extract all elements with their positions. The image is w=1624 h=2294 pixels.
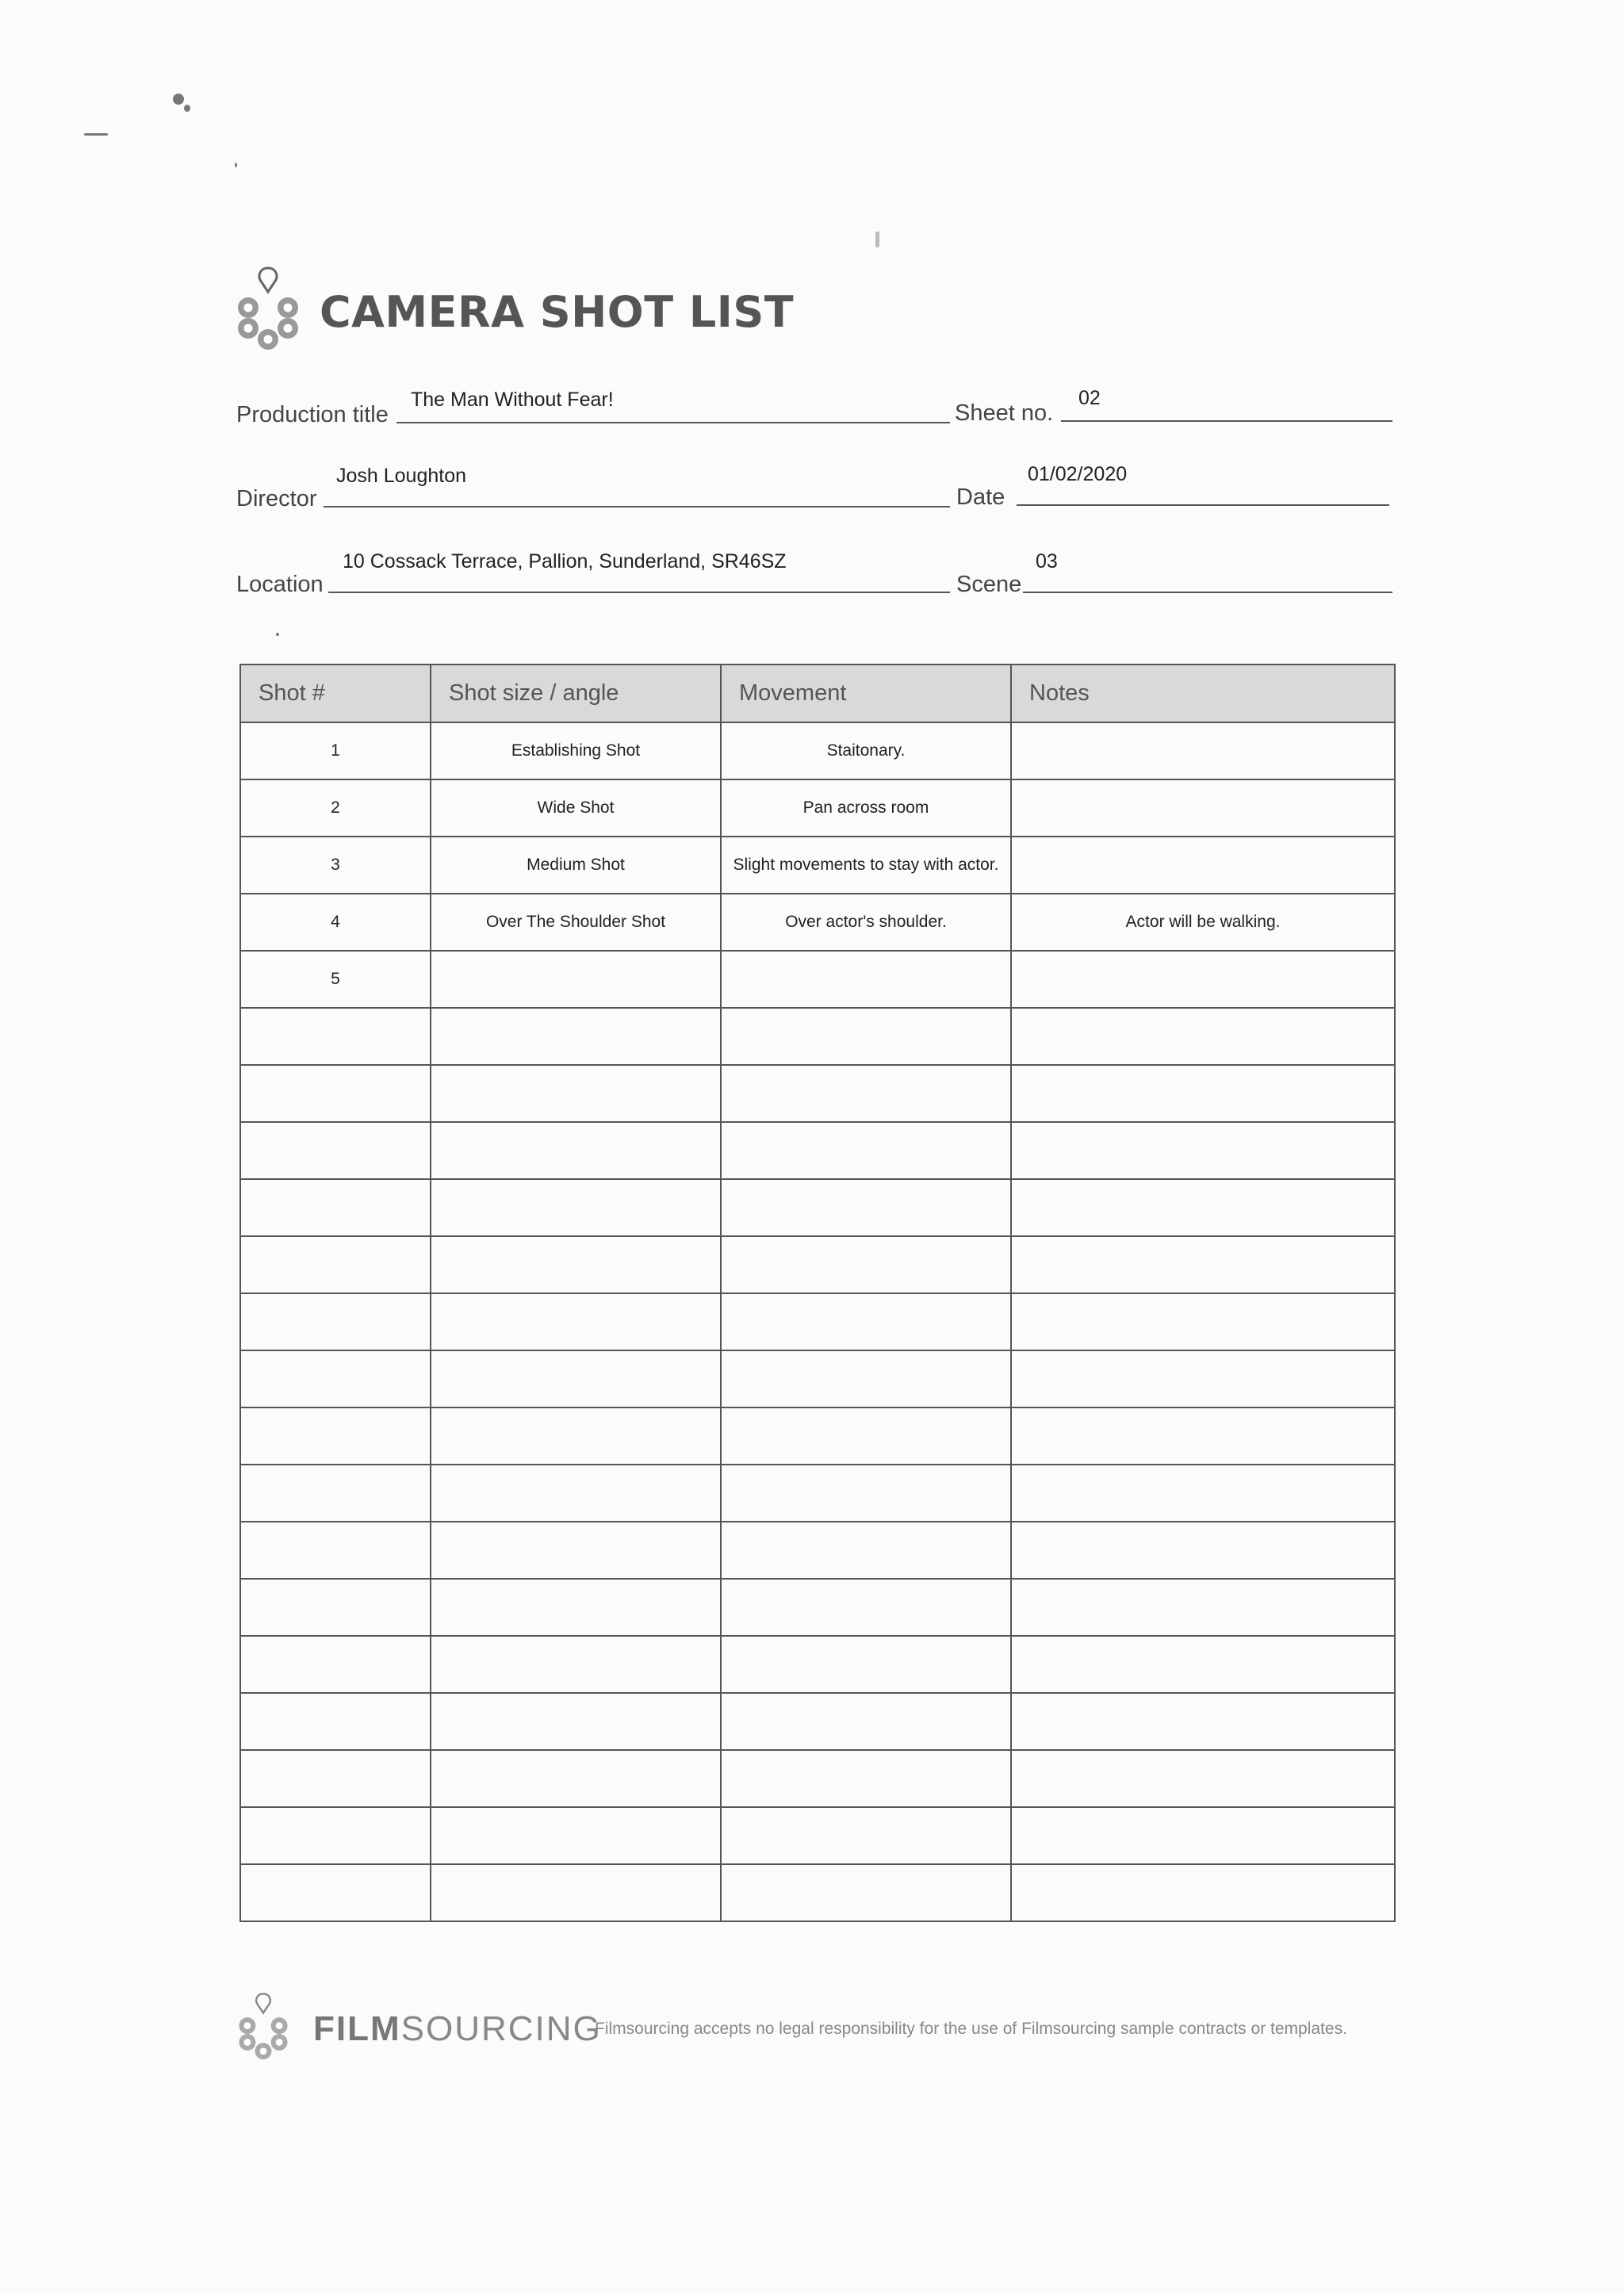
filmsourcing-footer-logo-icon bbox=[236, 1989, 291, 2060]
cell-shot-size[interactable] bbox=[431, 1179, 721, 1236]
production-title-field[interactable] bbox=[236, 389, 950, 428]
table-row bbox=[240, 1693, 1395, 1750]
column-header-shot-number: Shot # bbox=[240, 664, 431, 722]
table-row bbox=[240, 1407, 1395, 1465]
table-row bbox=[240, 837, 1395, 894]
table-row bbox=[240, 1350, 1395, 1407]
scene-field[interactable] bbox=[956, 550, 1392, 598]
cell-shot-size[interactable] bbox=[431, 1693, 721, 1750]
cell-shot-number[interactable]: 1 bbox=[240, 722, 431, 779]
cell-movement[interactable]: Slight movements to stay with actor. bbox=[721, 837, 1011, 894]
cell-shot-size[interactable]: Over The Shoulder Shot bbox=[431, 894, 721, 951]
cell-notes[interactable] bbox=[1011, 1008, 1395, 1065]
cell-notes[interactable]: Actor will be walking. bbox=[1011, 894, 1395, 951]
location-value: 10 Cossack Terrace, Pallion, Sunderland, SR46SZ bbox=[343, 550, 787, 573]
cell-shot-number[interactable] bbox=[240, 1693, 431, 1750]
cell-shot-size[interactable] bbox=[431, 1350, 721, 1407]
cell-notes[interactable] bbox=[1011, 1636, 1395, 1693]
cell-shot-number[interactable] bbox=[240, 1750, 431, 1807]
table-row bbox=[240, 894, 1395, 951]
cell-shot-number[interactable] bbox=[240, 1864, 431, 1921]
cell-shot-size[interactable] bbox=[431, 1293, 721, 1350]
cell-movement[interactable] bbox=[721, 1579, 1011, 1636]
cell-notes[interactable] bbox=[1011, 1864, 1395, 1921]
table-row bbox=[240, 779, 1395, 837]
shot-list-table bbox=[239, 664, 1396, 1922]
cell-shot-number[interactable] bbox=[240, 1236, 431, 1293]
cell-notes[interactable] bbox=[1011, 951, 1395, 1008]
scan-speck bbox=[184, 105, 190, 112]
filmsourcing-logo-icon bbox=[234, 262, 302, 350]
production-title-label: Production title bbox=[236, 402, 389, 427]
cell-notes[interactable] bbox=[1011, 837, 1395, 894]
cell-notes[interactable] bbox=[1011, 1236, 1395, 1293]
column-header-notes: Notes bbox=[1011, 664, 1395, 722]
cell-notes[interactable] bbox=[1011, 1350, 1395, 1407]
cell-notes[interactable] bbox=[1011, 1293, 1395, 1350]
footer-disclaimer: Filmsourcing accepts no legal responsibility for the use of Filmsourcing sample contracts or templates. bbox=[595, 2020, 1347, 2038]
production-title-value: The Man Without Fear! bbox=[411, 389, 614, 411]
sheet-no-line bbox=[1061, 420, 1392, 422]
cell-movement[interactable] bbox=[721, 1636, 1011, 1693]
cell-shot-number[interactable] bbox=[240, 1522, 431, 1579]
cell-notes[interactable] bbox=[1011, 1407, 1395, 1465]
scan-speck bbox=[84, 133, 108, 136]
cell-notes[interactable] bbox=[1011, 722, 1395, 779]
location-line bbox=[328, 592, 950, 593]
table-row bbox=[240, 1522, 1395, 1579]
director-line bbox=[324, 506, 950, 507]
cell-shot-size[interactable]: Establishing Shot bbox=[431, 722, 721, 779]
table-row bbox=[240, 1236, 1395, 1293]
cell-movement[interactable] bbox=[721, 1065, 1011, 1122]
cell-shot-number[interactable] bbox=[240, 1008, 431, 1065]
cell-shot-number[interactable] bbox=[240, 1636, 431, 1693]
scan-speck bbox=[875, 232, 879, 247]
director-field[interactable] bbox=[236, 465, 950, 512]
cell-movement[interactable] bbox=[721, 1236, 1011, 1293]
cell-shot-size[interactable] bbox=[431, 1008, 721, 1065]
cell-notes[interactable] bbox=[1011, 1522, 1395, 1579]
cell-shot-number[interactable] bbox=[240, 1065, 431, 1122]
cell-shot-size[interactable] bbox=[431, 1465, 721, 1522]
cell-shot-number[interactable] bbox=[240, 1807, 431, 1864]
cell-movement[interactable]: Pan across room bbox=[721, 779, 1011, 837]
column-header-movement: Movement bbox=[721, 664, 1011, 722]
cell-shot-number[interactable] bbox=[240, 1179, 431, 1236]
director-label: Director bbox=[236, 486, 317, 511]
table-row bbox=[240, 1636, 1395, 1693]
scene-line bbox=[1023, 592, 1392, 593]
table-row bbox=[240, 1750, 1395, 1807]
cell-notes[interactable] bbox=[1011, 1122, 1395, 1179]
scene-label: Scene bbox=[956, 572, 1022, 597]
page-title: CAMERA SHOT LIST bbox=[320, 287, 795, 337]
cell-shot-size[interactable] bbox=[431, 1636, 721, 1693]
cell-shot-number[interactable]: 4 bbox=[240, 894, 431, 951]
cell-shot-number[interactable]: 2 bbox=[240, 779, 431, 837]
production-title-line bbox=[396, 422, 950, 423]
table-row bbox=[240, 1065, 1395, 1122]
date-value: 01/02/2020 bbox=[1028, 463, 1128, 485]
cell-shot-size[interactable] bbox=[431, 1236, 721, 1293]
cell-notes[interactable] bbox=[1011, 1179, 1395, 1236]
date-label: Date bbox=[956, 484, 1005, 510]
table-header-row bbox=[240, 664, 1395, 722]
table-row bbox=[240, 1864, 1395, 1921]
cell-movement[interactable] bbox=[721, 1465, 1011, 1522]
footer-brand-bold: FILM bbox=[313, 2009, 401, 2048]
date-line bbox=[1017, 504, 1389, 506]
cell-shot-number[interactable] bbox=[240, 1465, 431, 1522]
cell-shot-size[interactable] bbox=[431, 951, 721, 1008]
sheet-no-label: Sheet no. bbox=[955, 400, 1054, 426]
date-field[interactable] bbox=[956, 463, 1389, 511]
cell-movement[interactable] bbox=[721, 1807, 1011, 1864]
cell-shot-size[interactable] bbox=[431, 1864, 721, 1921]
cell-notes[interactable] bbox=[1011, 1750, 1395, 1807]
cell-shot-number[interactable]: 3 bbox=[240, 837, 431, 894]
cell-shot-size[interactable] bbox=[431, 1750, 721, 1807]
cell-shot-size[interactable] bbox=[431, 1807, 721, 1864]
scan-speck bbox=[235, 163, 237, 167]
cell-shot-number[interactable] bbox=[240, 1350, 431, 1407]
location-field[interactable] bbox=[236, 550, 950, 598]
cell-notes[interactable] bbox=[1011, 1579, 1395, 1636]
cell-shot-size[interactable]: Wide Shot bbox=[431, 779, 721, 837]
cell-shot-size[interactable] bbox=[431, 1522, 721, 1579]
cell-shot-number[interactable] bbox=[240, 1579, 431, 1636]
cell-shot-size[interactable] bbox=[431, 1065, 721, 1122]
location-label: Location bbox=[236, 572, 324, 597]
table-row bbox=[240, 722, 1395, 779]
cell-movement[interactable] bbox=[721, 1522, 1011, 1579]
cell-shot-size[interactable] bbox=[431, 1579, 721, 1636]
cell-shot-size[interactable] bbox=[431, 1407, 721, 1465]
table-row bbox=[240, 1179, 1395, 1236]
cell-notes[interactable] bbox=[1011, 779, 1395, 837]
table-row bbox=[240, 1122, 1395, 1179]
table-row bbox=[240, 1465, 1395, 1522]
table-row bbox=[240, 1579, 1395, 1636]
cell-movement[interactable] bbox=[721, 1122, 1011, 1179]
cell-notes[interactable] bbox=[1011, 1807, 1395, 1864]
cell-shot-number[interactable] bbox=[240, 1407, 431, 1465]
table-row bbox=[240, 951, 1395, 1008]
footer-brand bbox=[313, 2009, 602, 2049]
footer-brand-light: SOURCING bbox=[400, 2009, 602, 2048]
cell-movement[interactable]: Staitonary. bbox=[721, 722, 1011, 779]
scan-speck bbox=[276, 633, 279, 636]
cell-movement[interactable] bbox=[721, 1750, 1011, 1807]
scan-speck bbox=[173, 94, 184, 105]
cell-notes[interactable] bbox=[1011, 1693, 1395, 1750]
cell-notes[interactable] bbox=[1011, 1465, 1395, 1522]
cell-movement[interactable] bbox=[721, 1179, 1011, 1236]
cell-shot-number[interactable] bbox=[240, 1122, 431, 1179]
scene-value: 03 bbox=[1036, 550, 1058, 573]
cell-notes[interactable] bbox=[1011, 1065, 1395, 1122]
column-header-shot-size: Shot size / angle bbox=[431, 664, 721, 722]
cell-shot-number[interactable] bbox=[240, 1293, 431, 1350]
cell-movement[interactable] bbox=[721, 951, 1011, 1008]
cell-movement[interactable] bbox=[721, 1008, 1011, 1065]
cell-movement[interactable] bbox=[721, 1350, 1011, 1407]
cell-movement[interactable] bbox=[721, 1407, 1011, 1465]
director-value: Josh Loughton bbox=[336, 465, 467, 487]
table-row bbox=[240, 1293, 1395, 1350]
cell-shot-size[interactable]: Medium Shot bbox=[431, 837, 721, 894]
cell-movement[interactable] bbox=[721, 1693, 1011, 1750]
cell-shot-number[interactable]: 5 bbox=[240, 951, 431, 1008]
cell-movement[interactable]: Over actor's shoulder. bbox=[721, 894, 1011, 951]
sheet-no-value: 02 bbox=[1078, 387, 1101, 409]
cell-movement[interactable] bbox=[721, 1293, 1011, 1350]
cell-movement[interactable] bbox=[721, 1864, 1011, 1921]
table-row bbox=[240, 1807, 1395, 1864]
table-row bbox=[240, 1008, 1395, 1065]
cell-shot-size[interactable] bbox=[431, 1122, 721, 1179]
sheet-no-field[interactable] bbox=[955, 387, 1392, 427]
